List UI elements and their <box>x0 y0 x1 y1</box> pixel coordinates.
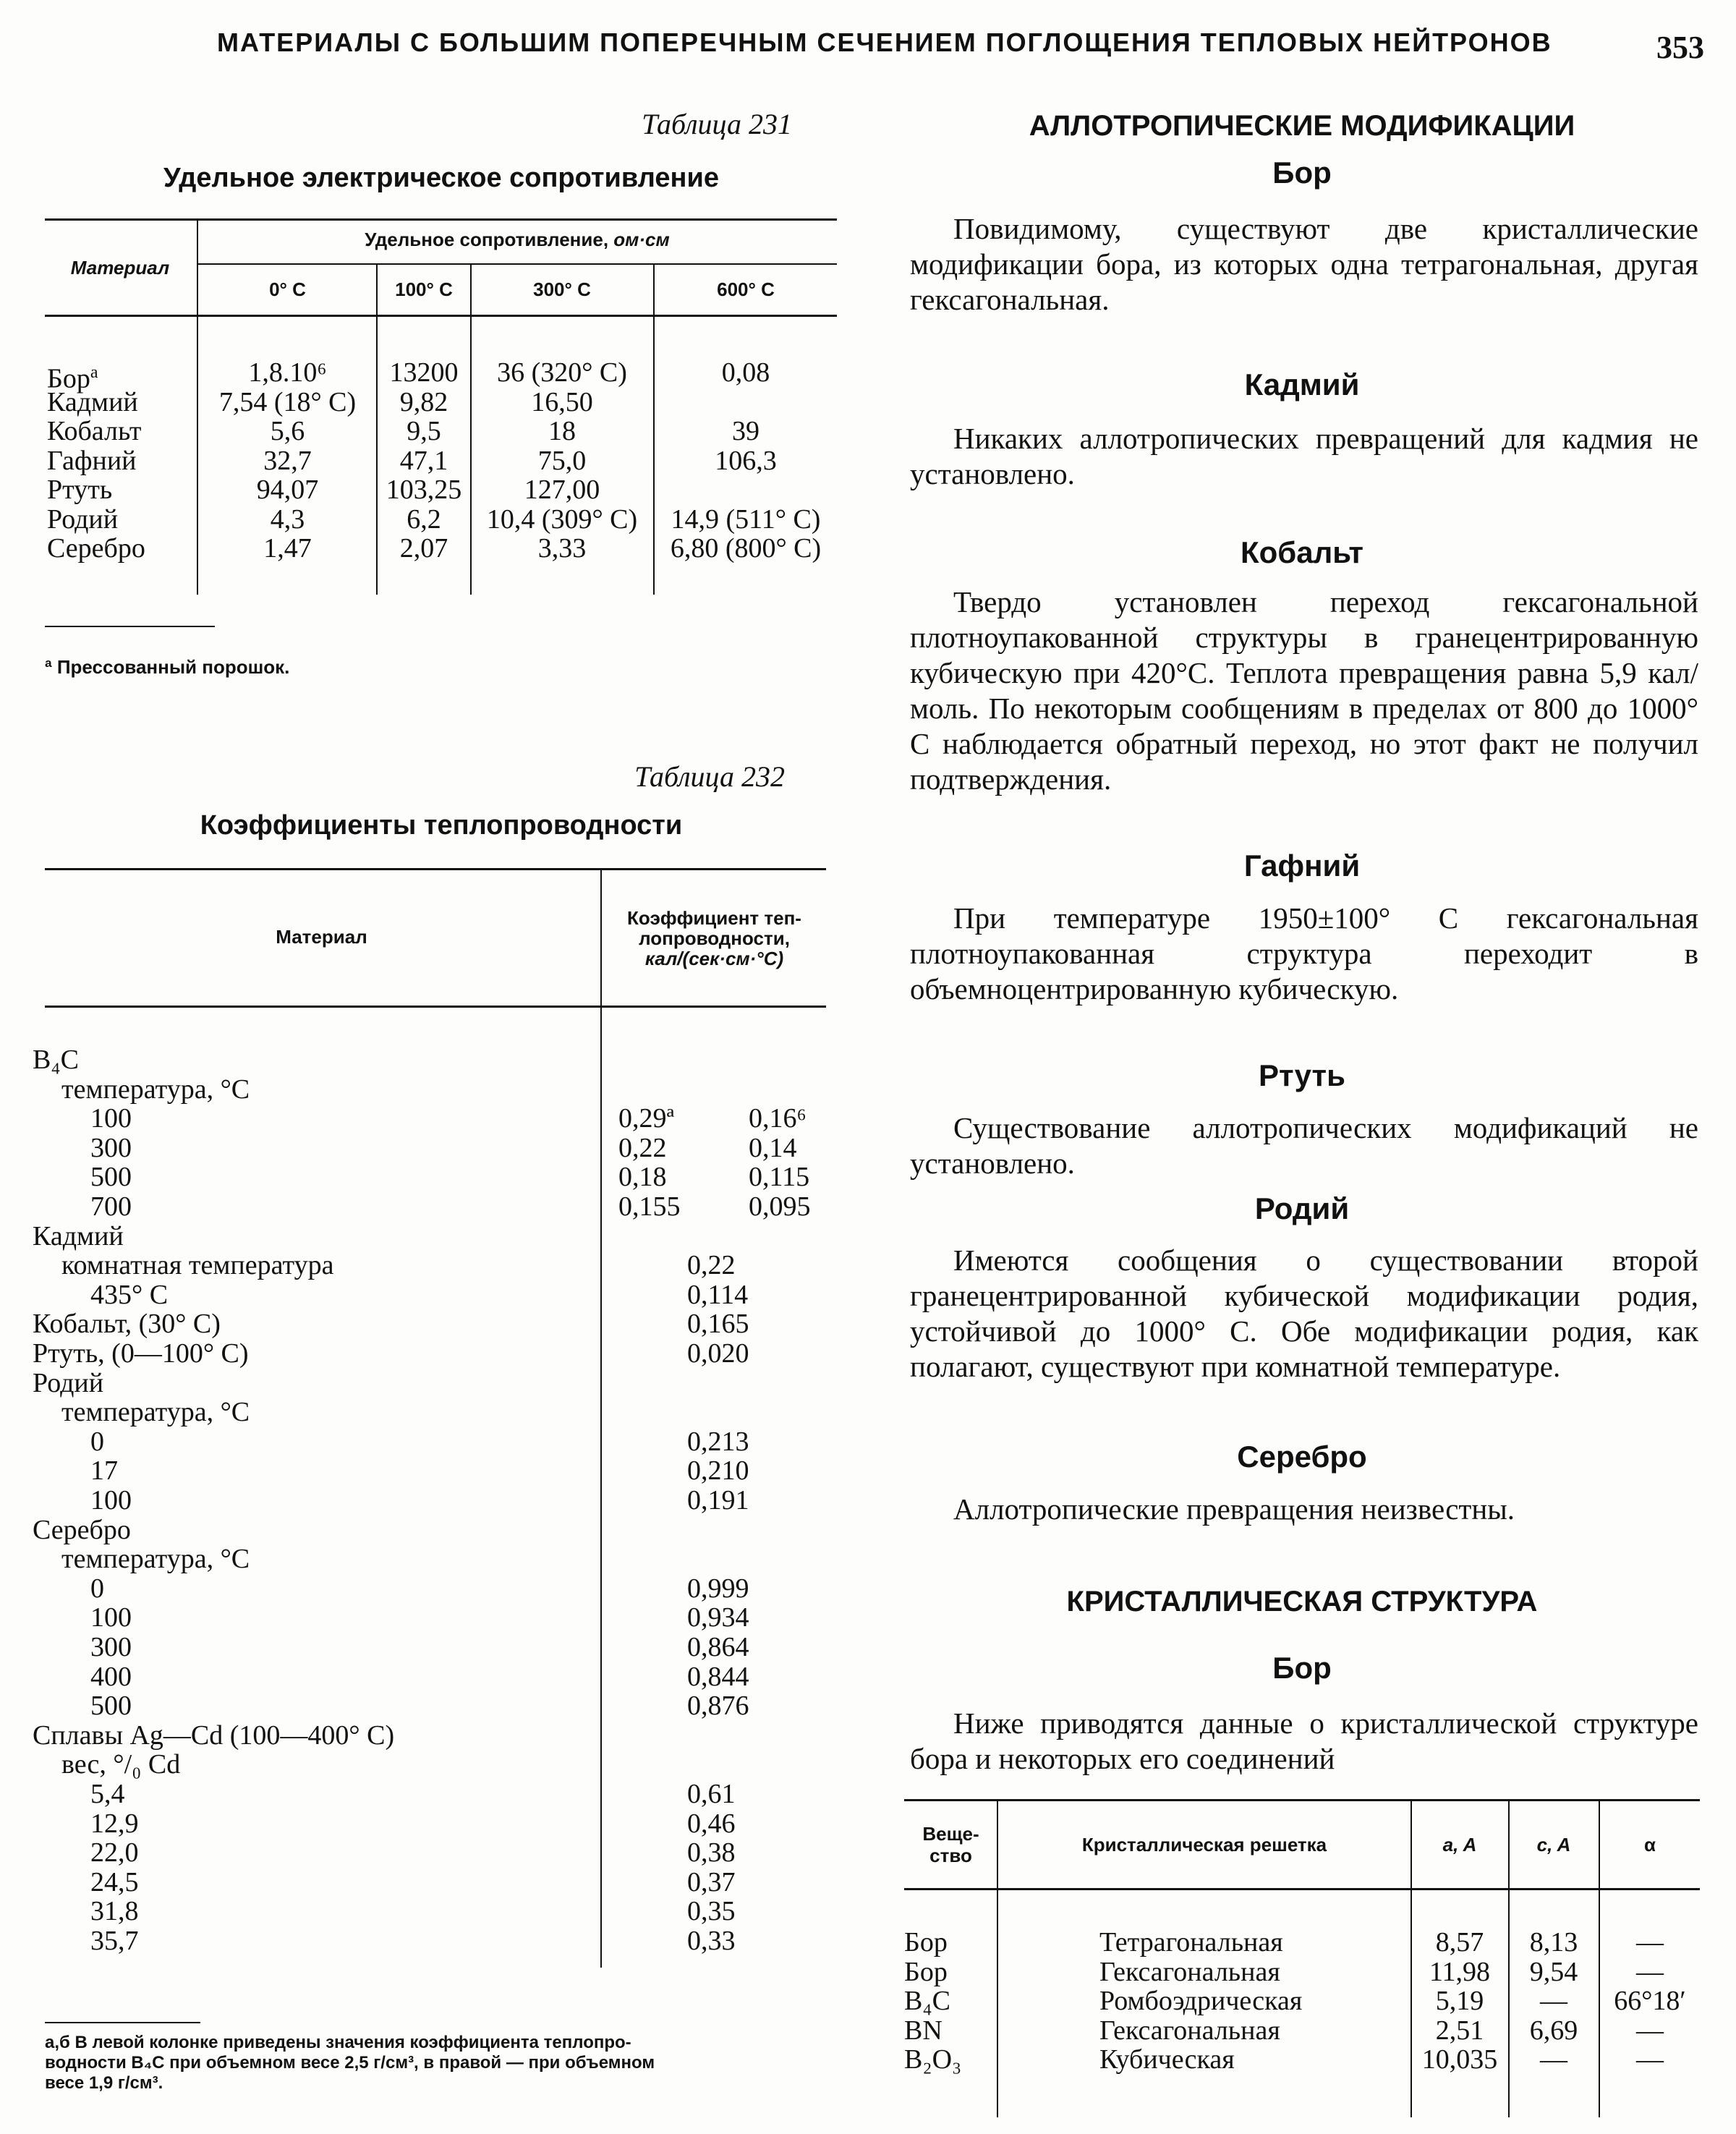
table232-cell-value: 0,38 <box>687 1837 736 1868</box>
table232-row-label: вес, °/₀ Cd <box>61 1749 181 1780</box>
table231-cell-600c: 106,3 <box>715 446 777 476</box>
table232-row-label: 5,4 <box>90 1779 125 1809</box>
crystal-table-top-rule <box>904 1799 1700 1801</box>
table231-footnote: ª Прессованный порошок. <box>45 656 290 678</box>
table231-col-300c: 300° С <box>533 279 591 300</box>
table232-row-label: 0 <box>90 1427 104 1457</box>
table232-cell-left: 0,155 <box>618 1191 681 1222</box>
crystal-col-substance: Веще- ство <box>922 1823 979 1866</box>
crystal-row-a: 8,57 <box>1435 1927 1484 1957</box>
bor-crystal-heading: Бор <box>1272 1651 1332 1685</box>
crystal-structure-heading: КРИСТАЛЛИЧЕСКАЯ СТРУКТУРА <box>1066 1586 1538 1617</box>
crystal-col-c: c, A <box>1536 1834 1571 1855</box>
crystal-row-c: 6,69 <box>1529 2015 1578 2046</box>
table232-cell-value: 0,22 <box>687 1250 736 1280</box>
hafnium-heading: Гафний <box>1243 849 1361 883</box>
crystal-row-alpha: — <box>1636 2015 1664 2046</box>
table231-cell-100c: 9,82 <box>399 387 448 417</box>
crystal-row-alpha: — <box>1636 2044 1664 2075</box>
crystal-row-alpha: — <box>1636 1957 1664 1987</box>
table232-cell-value: 0,934 <box>687 1602 749 1633</box>
crystal-row-lattice: Гексагональная <box>1099 2015 1280 2046</box>
crystal-row-substance: Бор <box>904 1957 948 1987</box>
hafnium-paragraph: При температуре 1950±100° С гексагональная плотноупакованная структура переходит в объемноцентрированную кубическую. <box>910 901 1698 1006</box>
table231-cell-0c: 1,8.10⁶ <box>248 357 327 388</box>
table231-col-100c: 100° С <box>395 279 453 300</box>
table232-row-label: B₄C <box>33 1045 79 1075</box>
table232-row-label: Серебро <box>33 1515 131 1545</box>
table232-cell-value: 0,46 <box>687 1808 736 1839</box>
table232-cell-right: 0,095 <box>749 1191 811 1222</box>
crystal-row-a: 5,19 <box>1435 1986 1484 2016</box>
table231-row-material: Кобальт <box>47 416 142 446</box>
rhodium-paragraph: Имеются сообщения о существовании второй гранецентрированной кубической модификации родия, устойчивой до 1000° С. Обе модификации родия, как полагают, существуют при комнатной температуре. <box>910 1244 1698 1383</box>
table232-cell-value: 0,864 <box>687 1632 749 1662</box>
table231-caption: Таблица 231 <box>642 108 792 140</box>
table232-caption: Таблица 232 <box>634 760 785 793</box>
crystal-row-a: 10,035 <box>1421 2044 1498 2075</box>
table231-cell-100c: 47,1 <box>399 446 448 476</box>
crystal-row-c: — <box>1540 1986 1567 2016</box>
table232-row-label: температура, °С <box>61 1397 250 1427</box>
table232-cell-value: 0,844 <box>687 1662 749 1692</box>
table231-cell-600c: 6,80 (800° С) <box>670 533 822 564</box>
crystal-row-alpha: 66°18′ <box>1614 1986 1686 2016</box>
table232-footnote-rule <box>45 2022 200 2023</box>
cobalt-paragraph: Твердо установлен переход гексагональной плотноупакованной структуры в гранецентрированную кубическую при 420°С. Теплота превращения равна 5,9 кал/моль. По некоторым сообщениям в пределах от 800 до 1000° С наблюдается обратный переход, но этот факт не получил подтверждения. <box>910 585 1698 796</box>
table231-row-material: Гафний <box>47 446 137 476</box>
table231-cell-300c: 3,33 <box>537 533 587 564</box>
table232-cell-value: 0,61 <box>687 1779 736 1809</box>
table231-title: Удельное электрическое сопротивление <box>163 163 719 193</box>
table232-cell-right: 0,14 <box>749 1133 797 1163</box>
table232-row-label: Родий <box>33 1368 104 1398</box>
table232-row-label: 100 <box>90 1103 132 1134</box>
table231-header-rule <box>45 315 837 317</box>
table232-cell-value: 0,020 <box>687 1338 749 1369</box>
table231-cell-600c: 39 <box>732 416 760 446</box>
table232-row-label: комнатная температура <box>61 1250 334 1280</box>
table232-row-label: 100 <box>90 1485 132 1516</box>
crystal-col-a: a, A <box>1442 1834 1477 1855</box>
table232-row-label: 17 <box>90 1455 118 1486</box>
crystal-row-substance: Бор <box>904 1927 948 1957</box>
table231-col-0c: 0° С <box>269 279 306 300</box>
crystal-row-alpha: — <box>1636 1927 1664 1957</box>
table231-row-material: Кадмий <box>47 387 138 417</box>
table231-cell-100c: 103,25 <box>386 475 462 505</box>
table232-header-rule <box>45 1006 826 1008</box>
allotropy-heading: АЛЛОТРОПИЧЕСКИЕ МОДИФИКАЦИИ <box>1029 110 1575 142</box>
table231-cell-0c: 94,07 <box>256 475 319 505</box>
crystal-col-alpha: α <box>1644 1834 1656 1855</box>
table232-cell-value: 0,165 <box>687 1309 749 1339</box>
table232-row-label: 0 <box>90 1573 104 1604</box>
table232-row-label: 400 <box>90 1662 132 1692</box>
table232-row-label: температура, °С <box>61 1074 250 1105</box>
bor-paragraph: Повидимому, существуют две кристаллические модификации бора, из которых одна тетрагональная, другая гексагональная. <box>910 212 1698 316</box>
table231-cell-0c: 5,6 <box>270 416 305 446</box>
table232-row-label: 35,7 <box>90 1926 139 1956</box>
table232-row-label: Сплавы Ag—Cd (100—400° С) <box>33 1720 395 1751</box>
table232-col-coef: Коэффициент теп- лопроводности, кал/(сек·см·°С) <box>627 907 801 969</box>
table232-cell-value: 0,35 <box>687 1896 736 1926</box>
table232-col-material: Материал <box>276 926 367 948</box>
crystal-table-header-rule <box>904 1888 1700 1890</box>
table232-row-label: 12,9 <box>90 1808 139 1839</box>
table231-cell-0c: 32,7 <box>263 446 312 476</box>
crystal-row-substance: B₄C <box>904 1986 950 2016</box>
table232-row-label: 22,0 <box>90 1837 139 1868</box>
table232-row-label: температура, °С <box>61 1544 250 1574</box>
table232-footnote: а,б В левой колонке приведены значения коэффициента теплопро- водности B₄C при объемном весе 2,5 г/см³, в правой — при объемном весе 1,9 г/см³. <box>45 2033 655 2093</box>
page-number: 353 <box>1656 30 1704 65</box>
table232-top-rule <box>45 868 826 870</box>
crystal-row-substance: BN <box>904 2015 943 2046</box>
cobalt-heading: Кобальт <box>1241 535 1363 569</box>
table232-title: Коэффициенты теплопроводности <box>200 810 683 841</box>
crystal-row-lattice: Кубическая <box>1099 2044 1235 2075</box>
rhodium-heading: Родий <box>1254 1191 1350 1225</box>
table232-cell-value: 0,114 <box>687 1280 749 1310</box>
table231-row-material: Родий <box>47 504 119 535</box>
crystal-col-lattice: Кристаллическая решетка <box>1081 1834 1327 1855</box>
table232-cell-left: 0,29ª <box>618 1103 674 1134</box>
crystal-row-c: 8,13 <box>1529 1927 1578 1957</box>
table232-cell-right: 0,16⁶ <box>749 1103 807 1134</box>
table232-cell-value: 0,999 <box>687 1573 749 1604</box>
table232-cell-value: 0,213 <box>687 1427 749 1457</box>
table232-row-label: Кобальт, (30° С) <box>33 1309 221 1339</box>
table232-row-label: Ртуть, (0—100° С) <box>33 1338 249 1369</box>
table232-cell-right: 0,115 <box>749 1162 810 1192</box>
table231-cell-0c: 4,3 <box>270 504 305 535</box>
table231-cell-0c: 1,47 <box>263 533 312 564</box>
table231-cell-300c: 36 (320° С) <box>497 357 627 388</box>
crystal-row-c: 9,54 <box>1529 1957 1578 1987</box>
table232-row-label: 300 <box>90 1133 132 1163</box>
table231-cell-100c: 2,07 <box>399 533 448 564</box>
table231-cell-100c: 9,5 <box>407 416 441 446</box>
silver-heading: Серебро <box>1237 1440 1367 1474</box>
table231-vline <box>197 218 198 595</box>
table232-row-label: Кадмий <box>33 1221 124 1251</box>
table231-cell-300c: 10,4 (309° С) <box>486 504 638 535</box>
table231-cell-100c: 13200 <box>389 357 459 388</box>
footnote-marker: a <box>90 363 98 382</box>
table232-cell-value: 0,876 <box>687 1691 749 1721</box>
table231-cell-600c: 0,08 <box>721 357 770 388</box>
table232-cell-left: 0,22 <box>618 1133 667 1163</box>
table231-cell-100c: 6,2 <box>407 504 441 535</box>
table231-row-material: Ртуть <box>47 475 113 505</box>
table232-cell-value: 0,37 <box>687 1867 736 1897</box>
table232-vline <box>600 868 602 1968</box>
table232-cell-left: 0,18 <box>618 1162 667 1192</box>
table231-cell-300c: 127,00 <box>524 475 600 505</box>
mercury-paragraph: Существование аллотропических модификаций не установлено. <box>910 1111 1698 1180</box>
crystal-row-lattice: Ромбоэдрическая <box>1099 1986 1303 2016</box>
table231-cell-300c: 18 <box>548 416 576 446</box>
crystal-row-lattice: Тетрагональная <box>1099 1927 1283 1957</box>
table232-row-label: 100 <box>90 1602 132 1633</box>
table231-cell-0c: 7,54 (18° С) <box>218 387 357 417</box>
table232-row-label: 500 <box>90 1691 132 1721</box>
silver-paragraph: Аллотропические превращения неизвестны. <box>953 1492 1515 1526</box>
cadmium-paragraph: Никаких аллотропических превращений для кадмия не установлено. <box>910 422 1698 490</box>
crystal-row-a: 11,98 <box>1429 1957 1491 1987</box>
crystal-paragraph: Ниже приводятся данные о кристаллической структуре бора и некоторых его соединений <box>910 1706 1698 1775</box>
material-name: Бор <box>47 363 90 394</box>
table231-cell-600c: 14,9 (511° С) <box>671 504 821 535</box>
table231-top-rule <box>45 218 837 221</box>
table232-row-label: 700 <box>90 1191 132 1222</box>
table232-row-label: 300 <box>90 1632 132 1662</box>
mercury-heading: Ртуть <box>1259 1058 1345 1092</box>
table231-cell-300c: 75,0 <box>537 446 587 476</box>
table231-row-material: Серебро <box>47 533 145 564</box>
table231-group-rule <box>197 263 837 265</box>
table232-row-label: 435° С <box>90 1280 169 1310</box>
table231-cell-300c: 16,50 <box>531 387 593 417</box>
crystal-row-lattice: Гексагональная <box>1099 1957 1280 1987</box>
cadmium-heading: Кадмий <box>1244 367 1360 401</box>
table232-cell-value: 0,191 <box>687 1485 749 1516</box>
table231-col-600c: 600° С <box>717 279 775 300</box>
table232-cell-value: 0,33 <box>687 1926 736 1956</box>
table232-cell-value: 0,210 <box>687 1455 749 1486</box>
crystal-row-a: 2,51 <box>1435 2015 1484 2046</box>
table232-row-label: 24,5 <box>90 1867 139 1897</box>
table231-footnote-rule <box>45 626 215 627</box>
table232-row-label: 500 <box>90 1162 132 1192</box>
table231-group-header: Удельное сопротивление, ом·см <box>365 229 670 250</box>
crystal-row-c: — <box>1540 2044 1567 2075</box>
table232-row-label: 31,8 <box>90 1896 139 1926</box>
bor-heading: Бор <box>1272 156 1332 190</box>
crystal-row-substance: B₂O₃ <box>904 2044 962 2075</box>
table231-col-material: Материал <box>70 257 170 279</box>
running-header: МАТЕРИАЛЫ С БОЛЬШИМ ПОПЕРЕЧНЫМ СЕЧЕНИЕМ ПОГЛОЩЕНИЯ ТЕПЛОВЫХ НЕЙТРОНОВ <box>217 27 1552 57</box>
